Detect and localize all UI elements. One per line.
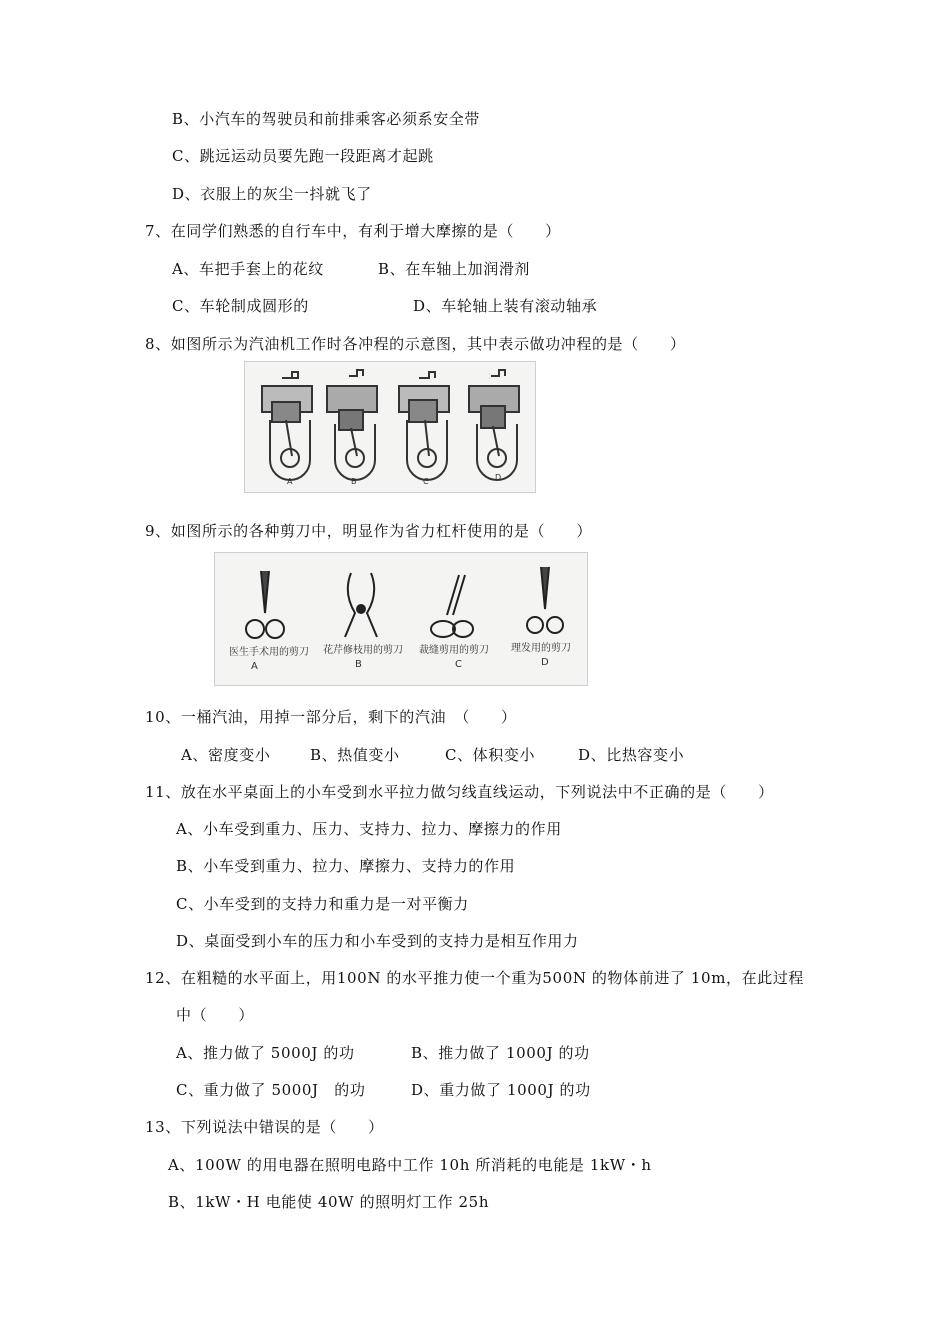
q11-option-d: D、桌面受到小车的压力和小车受到的支持力是相互作用力 — [176, 932, 579, 950]
q12-stem-line2: 中（ ） — [176, 1006, 255, 1024]
scissors-label-d: D — [541, 657, 549, 668]
q11-stem: 11、放在水平桌面上的小车受到水平拉力做匀线直线运动，下列说法中不正确的是（ ） — [145, 783, 774, 801]
scissors-caption-d: 理发用的剪刀 — [511, 643, 571, 654]
q6-option-b: B、小汽车的驾驶员和前排乘客必须系安全带 — [172, 110, 481, 128]
engine-strokes-drawing — [245, 362, 535, 492]
q8-stem: 8、如图所示为汽油机工作时各冲程的示意图，其中表示做功冲程的是（ ） — [145, 335, 686, 353]
scissors-c-diagram — [431, 575, 473, 637]
engine-label-d: D — [495, 473, 502, 482]
q12-option-b: B、推力做了 1000J 的功 — [411, 1044, 590, 1062]
q11-option-b: B、小车受到重力、拉力、摩擦力、支持力的作用 — [176, 857, 516, 875]
q7-option-c: C、车轮制成圆形的 — [172, 297, 309, 315]
scissors-caption-c: 裁缝剪用的剪刀 — [419, 645, 489, 656]
q7-stem: 7、在同学们熟悉的自行车中，有利于增大摩擦的是（ ） — [145, 222, 561, 240]
q9-stem: 9、如图所示的各种剪刀中，明显作为省力杠杆使用的是（ ） — [145, 522, 592, 540]
q12-option-d: D、重力做了 1000J 的功 — [411, 1081, 591, 1099]
q6-option-d: D、衣服上的灰尘一抖就飞了 — [172, 185, 372, 203]
q13-option-a: A、100W 的用电器在照明电路中工作 10h 所消耗的电能是 1kW・h — [168, 1156, 652, 1174]
scissors-label-b: B — [355, 659, 362, 670]
q7-option-d: D、车轮轴上装有滚动轴承 — [413, 297, 598, 315]
scissors-d-diagram — [527, 567, 563, 633]
q12-option-a: A、推力做了 5000J 的功 — [176, 1044, 355, 1062]
q6-option-c: C、跳远运动员要先跑一段距离才起跳 — [172, 147, 434, 165]
engine-label-b: B — [351, 477, 357, 486]
scissors-drawing — [215, 553, 587, 685]
q10-option-d: D、比热容变小 — [578, 746, 685, 764]
scissors-figure — [214, 552, 588, 686]
engine-label-a: A — [287, 477, 293, 486]
q10-stem: 10、一桶汽油，用掉一部分后，剩下的汽油 （ ） — [145, 708, 517, 726]
scissors-b-diagram — [345, 573, 377, 637]
q13-stem: 13、下列说法中错误的是（ ） — [145, 1118, 384, 1136]
scissors-caption-a: 医生手术用的剪刀 — [229, 647, 309, 658]
q12-option-c: C、重力做了 5000J 的功 — [176, 1081, 366, 1099]
q11-option-a: A、小车受到重力、压力、支持力、拉力、摩擦力的作用 — [176, 820, 562, 838]
q13-option-b: B、1kW・H 电能使 40W 的照明灯工作 25h — [168, 1193, 490, 1211]
scissors-label-a: A — [251, 661, 258, 672]
q10-option-b: B、热值变小 — [310, 746, 400, 764]
engine-d-diagram — [469, 370, 519, 480]
scissors-caption-b: 花芹修枝用的剪刀 — [323, 645, 403, 656]
engine-strokes-figure — [244, 361, 536, 493]
engine-b-diagram — [327, 370, 377, 480]
scissors-label-c: C — [455, 659, 462, 670]
engine-a-diagram — [262, 372, 312, 480]
scissors-a-diagram — [246, 571, 284, 638]
engine-c-diagram — [399, 372, 449, 480]
q7-option-b: B、在车轴上加润滑剂 — [378, 260, 531, 278]
engine-label-c: C — [423, 477, 429, 486]
q10-option-a: A、密度变小 — [181, 746, 271, 764]
q12-stem-line1: 12、在粗糙的水平面上，用100N 的水平推力使一个重为500N 的物体前进了 10m，在此过程 — [145, 969, 805, 987]
q11-option-c: C、小车受到的支持力和重力是一对平衡力 — [176, 895, 469, 913]
q10-option-c: C、体积变小 — [445, 746, 536, 764]
q7-option-a: A、车把手套上的花纹 — [172, 260, 324, 278]
